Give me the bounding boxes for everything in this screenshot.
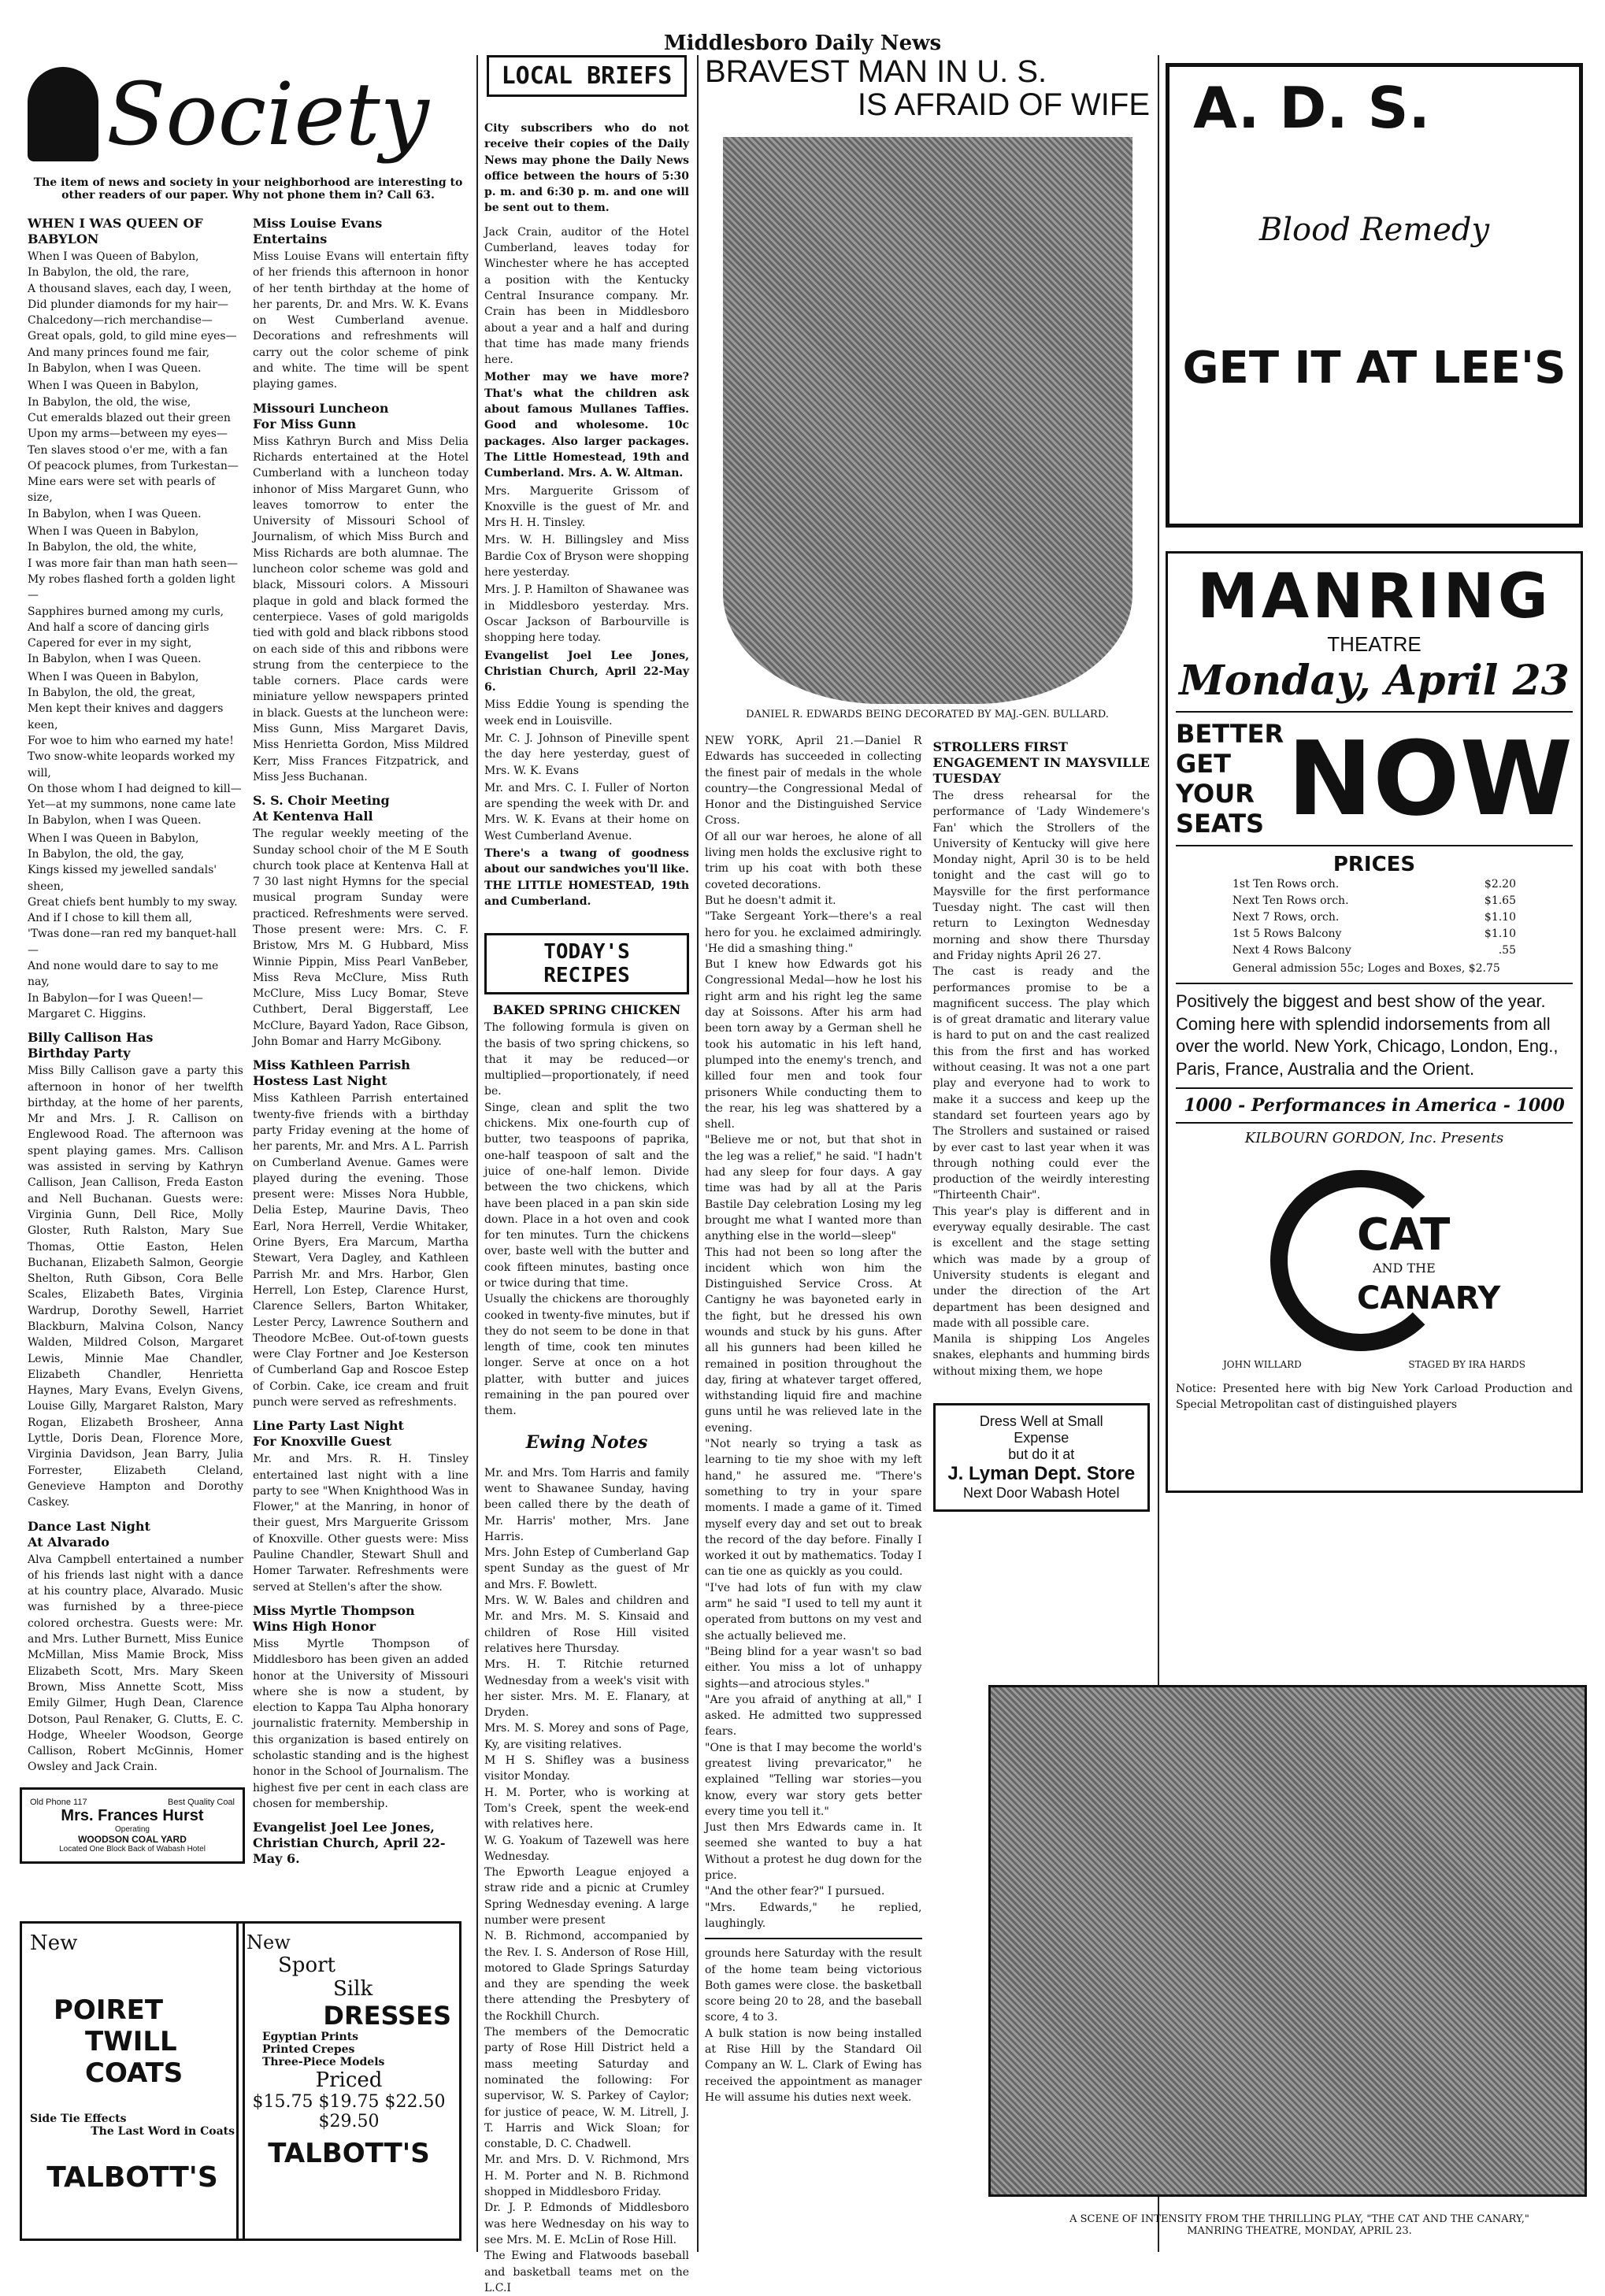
- poem-stanza: When I was Queen of Babylon, In Babylon, the old, the rare, A thousand slaves, each day, I ween, Did plunder diamonds for my hair— Chalcedony—rich merchandise— Great opals, gold, to gild mine eyes— And many princes found me fair, In Babylon, when I was Queen.: [28, 250, 237, 376]
- ads-sub: Blood Remedy: [1258, 212, 1490, 248]
- show-title-1: CAT: [1357, 1209, 1451, 1261]
- dresses-store: TALBOTT'S: [268, 2138, 430, 2169]
- evans-heading: Miss Louise Evans Entertains: [253, 216, 383, 246]
- show-title-2: AND THE: [1373, 1260, 1436, 1276]
- general-admission: General admission 55c; Loges and Boxes, $2.75: [1232, 962, 1500, 975]
- lineparty-heading: Line Party Last Night For Knoxville Guest: [253, 1418, 404, 1450]
- ewing-continued: grounds here Saturday with the result of the home team being victorious Both games were close. the basketball score being 20 to 28, and the baseball score, 4 to 3. A bulk station is now being installed at Rise Hill by the Standard Oil Company an W. L. Clark of Ewing has received the appointment as manager He will assume his duties next week.: [705, 1947, 922, 2104]
- cat-canary-scene-photo: [988, 1685, 1587, 2197]
- lyman-line1: Dress Well at Small: [979, 1413, 1103, 1429]
- choir-text: The regular weekly meeting of the Sunday school choir of the M E South church took place at Kentenva Hall at 7 30 last night Hymns for the special musical program Sunday were practiced. Refreshments were served. Those present were: Mrs. C. F. Bristow, Mrs M. G Hubbard, Miss Winnie Pippin, Miss Pearl VanBeber, Miss Reva McClure, Miss Ruth McClure, Miss Lucy Bomar, Steve Cuthbert, Deral Biggerstaff, Lee McClure, Bayard Yadon, Race Gibson, John Bomar and Harry McGibony.: [253, 828, 469, 1049]
- hurst-phone: Old Phone 117: [30, 1798, 87, 1807]
- society-title: Society: [106, 64, 429, 165]
- cat-canary-logo: [1176, 1154, 1573, 1359]
- society-figure-icon: [28, 67, 98, 161]
- masthead: Middlesboro Daily News: [663, 31, 942, 55]
- column-rule: [476, 55, 478, 2252]
- society-intro: The item of news and society in your neighborhood are interesting to other readers of our paper. Why not phone them in? Call 63.: [33, 176, 463, 202]
- myrtle-heading: Miss Myrtle Thompson Wins High Honor: [253, 1602, 415, 1634]
- coats-last-word: The Last Word in Coats: [91, 2125, 235, 2138]
- price-row: 1st 5 Rows Balcony $1.10: [1232, 928, 1516, 940]
- manring-notice: Notice: Presented here with big New York Carload Production and Special Metropolitan cast of distinguished players: [1176, 1382, 1573, 1411]
- missouri-heading: Missouri Luncheon For Miss Gunn: [253, 400, 389, 431]
- coats-line2: TWILL COATS: [85, 2026, 183, 2089]
- society-right-column: [253, 208, 469, 1867]
- manring-better: BETTER GET YOUR SEATS: [1176, 719, 1284, 839]
- dance-text: Alva Campbell entertained a number of his friends last night with a dance at his country place, Alvarado. Music was furnished by a three-piece colored orchestra. Guests were: Mr. and Mrs. Luther Burnett, Miss Eunice McMillan, Miss Mamie Brock, Miss Elizabeth Scott, Mrs. Mary Skeen Brown, Miss Annette Scott, Miss Emily Gilmer, Hugh Dean, Clarence Dotson, Paul Renaker, G. Clutts, E. C. Hodge, Wheeler Woodson, George Callison, Robert McGinnis, Homer Owsley and Jack Crain.: [28, 1553, 243, 1774]
- ads-cta: GET IT AT LEE'S: [1182, 343, 1566, 394]
- lyman-store: J. Lyman Dept. Store: [947, 1462, 1136, 1484]
- brief-item: Jack Crain, auditor of the Hotel Cumberland, leaves today for Winchester where he has accepted a position with the Kentucky Central Insurance company. Mr. Crain has been in Middlesboro about a year and a half and during that time has made many friends here.: [484, 225, 689, 367]
- callison-text: Miss Billy Callison gave a party this afternoon in honor of her twelfth birthday, at the home of her parents, Mr and Mrs. J. R. Callison on Englewood Road. The afternoon was spent playing games. Mrs. Callison was assisted in serving by Kathryn Callison, Jean Callison, Freda Easton and Nell Buchanan. Guests were: Virginia Gunn, Dell Rice, Molly Gloster, Ruth Ralston, Mary Sue Thomas, Ottie Easton, Helen Buchanan, Elizabeth Salmon, Georgie Shelton, Ruth Gibson, Cora Belle Scales, Elizabeth Bates, Virginia Wardrup, Dorothy Sewell, Harriet Blackburn, Malvina Colson, Nancy Walden, Mildred Colson, Margaret Lewis, Minnie Mae Chandler, Elizabeth Chandler, Henrietta Haynes, Mary Evans, Evelyn Givens, Louise Gilly, Margaret Ralston, Mary Rogan, Elizabeth Brosheer, Anna Lyttle, Doris Dean, Florence More, Virginia Davidson, Jean Barry, Julia Forrester, Elizabeth Cleland, Genevieve Hampton and Dorothy Caskey.: [28, 1065, 243, 1509]
- ewing-title: Ewing Notes: [525, 1431, 648, 1453]
- price-row: Next 4 Rows Balcony .55: [1232, 944, 1516, 957]
- price-row: Next Ten Rows orch. $1.65: [1232, 894, 1516, 907]
- column-rule: [697, 55, 699, 2252]
- talbott-dresses-ad: [236, 1921, 461, 2241]
- price-row: Next 7 Rows, orch. $1.10: [1232, 911, 1516, 924]
- bravest-text: NEW YORK, April 21.—Daniel R Edwards has succeeded in collecting the finest pair of medals in the whole country—the Congressional Medal of Honor and the Distinguished Service Cross. Of all our war heroes, he alone of all living men holds the exclusive right to trim up his coat with both these coveted decorations. But he doesn't admit it. "Take Sergeant York—there's a real hero for you. he exclaimed admiringly. 'He did a smashing thing." But I knew how Edwards got his Congressional Medal—how he lost his right arm and his right leg the same day at Soissons. After his arm had been torn away by a German shell he took his automatic in his left hand, plumped into the enemy's trench, and killed four men and took four prisoners While conducting them to the rear, his leg was shattered by a shell. "Believe me or not, but that shot in the leg was a relief," he said. "I hadn't had any sleep for four days. A gay time was had by all at the Paris Bastile Day celebration Losing my leg brought me what I wanted more than anything else in the world—sleep" This had not been so long after the incident which won him the Distinguished Service Cross. At Cantigny he was bayoneted early in the fight, but he dressed his own wounds and stuck by his guns. After all his gunners had been killed he remained in position throughout the day, firing at whatever target offered, withstanding liquid fire and machine guns until he was relieved late in the evening. "Not nearly so trying a task as learning to tie my shoe with my left hand," he assured me. "There's something to try in your spare moments. I made a game of it. Timed myself every day and set out to break the record of the day before. Finally I worked it out by mathematics. Today I can tie one as quickly as you could. "I've had lots of fun with my claw arm" he said "I used to tell my aunt it operated from buttons on my vest and she actually believed me. "Being blind for a year wasn't so bad either. You miss a lot of unhappy sights—and atrocious styles." "Are you afraid of anything at all," I asked. He admitted two suppressed fears. "One is that I may become the world's greatest living prevaricator," he explained "Telling war stories—you know, every war story gets better every time you tell it." Just then Mrs Edwards came in. It seemed she wanted to buy a hat Without a protest he dug down for the price. "And the other fear?" I pursued. "Mrs. Edwards," he replied, laughingly.: [705, 735, 922, 1930]
- edwards-photo: [723, 137, 1132, 704]
- dresses-price2: $29.50: [318, 2112, 380, 2131]
- subscriber-notice: City subscribers who do not receive their copies of the Daily News may phone the Daily News office between the hours of 5:30 p. m. and 6:30 p. m. and one will be sent out to them.: [484, 122, 689, 215]
- lyman-line3: but do it at: [1008, 1446, 1075, 1462]
- parrish-text: Miss Kathleen Parrish entertained twenty-five friends with a birthday party Friday evening at the home of her parents, Mr. and Mrs. A L. Parrish on Cumberland Avenue. Games were played during the evening. Those present were: Misses Nora Hubble, Delia Estep, Maurine Davis, Theo Earl, Nora Herrell, Verdie Whitaker, Orine Byers, Era Marcum, Martha Stewart, Vera Dagley, and Kathleen Parrish Mr. and Mrs. Harbor, Glen Herrell, Lon Estep, Clarence Hurst, Clarence Sellers, Barton Whitaker, Lester Percy, Lawrence Southern and Theodore McBee. Out-of-town guests were Clay Fortner and Joe Kesterson of Cumberland Gap and Roscoe Estep of Corbin. Cake, ice cream and fruit punch were served as refreshments.: [253, 1092, 469, 1409]
- coats-effects: Side Tie Effects: [30, 2113, 127, 2125]
- dresses-silk: Silk: [333, 1977, 373, 2001]
- local-briefs-title: LOCAL BRIEFS: [487, 55, 688, 97]
- ewing-text: Mr. and Mrs. Tom Harris and family went to Shawanee Sunday, having been called there by the death of Mr. Harris' mother, Mrs. Jane Harris. Mrs. John Estep of Cumberland Gap spent Sunday as the guest of Mr and Mrs. F. Bowlett. Mrs. W. W. Bales and children and Mr. and Mrs. M. S. Kinsaid and children of Rose Hill visited relatives here Thursday. Mrs. H. T. Ritchie returned Wednesday from a week's visit with her sister. Mrs. M. E. Flanary, at Dryden. Mrs. M. S. Morey and sons of Page, Ky, are visiting relatives. M H S. Shifley was a business visitor Monday. H. M. Porter, who is working at Tom's Creek, spent the week-end with relatives here. W. G. Yoakum of Tazewell was here Wednesday. The Epworth League enjoyed a straw ride and a picnic at Crumley Spring Wednesday evening. A large number were present N. B. Richmond, accompanied by the Rev. I. S. Anderson of Rose Hill, motored to Glade Springs Saturday and they are spending the week there attending the Presbytery of the Rockhill Church. The members of the Democratic party of Rose Hill District held a mass meeting Saturday and nominated the following: For supervisor, W. S. Parkey of Caylor; for justice of peace, W. M. Litrell, J. T. Harris and Wick Sloan; for constable, D. C. Chadwell. Mr. and Mrs. D. V. Richmond, Mrs H. M. Porter and N. B. Richmond shopped in Middlesboro Friday. Dr. J. P. Edmonds of Middlesboro was here Wednesday on his way to see Mrs. M. E. McLin of Rose Hill. The Ewing and Flatwoods baseball and basketball teams met on the L.C.I: [484, 1466, 689, 2294]
- brief-item: Mr. and Mrs. C. I. Fuller of Norton are spending the week with Dr. and Mrs. W. K. Evans at their home on West Cumberland Avenue.: [484, 781, 689, 842]
- hurst-tag: Best Quality Coal: [168, 1798, 235, 1807]
- bravest-headline-1: BRAVEST MAN IN U. S.: [705, 54, 1047, 89]
- price-row: 1st Ten Rows orch. $2.20: [1232, 878, 1516, 891]
- coats-line1: POIRET: [54, 1994, 164, 2026]
- coats-store: TALBOTT'S: [46, 2161, 218, 2194]
- brief-item: Mother may we have more? That's what the children ask about famous Mullanes Taffies. Good and wholesome. 10c packages. Also larger packages. The Little Homestead, 19th and Cumberland. Mrs. A. W. Altman.: [484, 371, 689, 480]
- ads-blood-remedy-ad: [1166, 63, 1583, 528]
- evans-text: Miss Louise Evans will entertain fifty of her friends this afternoon in honor of her tenth birthday at the home of her parents, Dr. and Mrs. W. K. Evans on West Cumberland avenue. Decorations and refreshments will carry out the color scheme of pink and white. The time will be spent playing games.: [253, 250, 469, 391]
- lyman-line2: Expense: [1014, 1429, 1069, 1446]
- scene-caption: A SCENE OF INTENSITY FROM THE THRILLING PLAY, "THE CAT AND THE CANARY," MANRING THEATRE, MONDAY, APRIL 23.: [1069, 2213, 1529, 2237]
- strollers-heading: STROLLERS FIRST ENGAGEMENT IN MAYSVILLE TUESDAY: [932, 739, 1150, 786]
- brief-item: Mrs. W. H. Billingsley and Miss Bardie Cox of Bryson were shopping here yesterday.: [484, 534, 689, 580]
- recipe-text: The following formula is given on the basis of two spring chickens, so that it may be reduced—or multiplied—proportionately, if need be. Singe, clean and split the two chickens. Mix one-fourth cup of butter, two teaspoons of paprika, one-half teaspoon of salt and the juice of one-half lemon. Divide between the two chickens, which have been placed in a pan skin side down. Place in a hot oven and cook for ten minutes. Turn the chickens over, baste well with the butter and cook fifteen minutes, basting once or twice during that time. Usually the chickens are thoroughly cooked in twenty-five minutes, but if they do not seem to be done in that length of time, cook ten minutes longer. Serve at once on a hot platter, with butter and juices remaining in the pan poured over them.: [484, 1021, 689, 1418]
- evangelist-notice: Evangelist Joel Lee Jones, Christian Church, April 22-May 6.: [253, 1820, 446, 1867]
- show-staged: STAGED BY IRA HARDS: [1408, 1358, 1525, 1370]
- dresses-prices: $15.75 $19.75 $22.50: [252, 2092, 446, 2112]
- brief-item: There's a twang of goodness about our sandwiches you'll like. THE LITTLE HOMESTEAD, 19th and Cumberland.: [484, 847, 689, 908]
- lineparty-text: Mr. and Mrs. R. H. Tinsley entertained last night with a line party to see "When Knighthood Was in Flower," at the Manring, in honor of their guest, Mrs Marguerite Grissom of Knoxville. Other guests were: Miss Pauline Chandler, Stewart Shull and Homer Tarwater. Refreshments were served at Stellen's after the show.: [253, 1453, 469, 1594]
- poem-stanza: When I was Queen in Babylon, In Babylon, the old, the white, I was more fair than man hath seen— My robes flashed forth a golden light— Sapphires burned among my curls, And half a score of dancing girls Capered for ever in my sight, In Babylon, when I was Queen.: [28, 525, 238, 666]
- edwards-caption: DANIEL R. EDWARDS BEING DECORATED BY MAJ.-GEN. BULLARD.: [746, 709, 1109, 720]
- brief-item: Mrs. J. P. Hamilton of Shawanee was in Middlesboro yesterday. Mrs. Oscar Jackson of Barbourville is shopping here today.: [484, 583, 689, 645]
- poem-title: WHEN I WAS QUEEN OF BABYLON: [28, 216, 203, 246]
- brief-item: Mr. C. J. Johnson of Pineville spent the day here yesterday, guest of Mrs. W. K. Evans: [484, 731, 689, 777]
- talbott-coats-ad: [20, 1921, 245, 2241]
- hurst-yard: WOODSON COAL YARD: [78, 1834, 187, 1845]
- myrtle-text: Miss Myrtle Thompson of Middlesboro has been given an added honor at the University of Missouri where she is now a student, by election to Kappa Tau Alpha honorary journalistic fraternity. Membership in this organization is based entirely on scholastic standing and is the highest honor in the School of Journalism. The highest five per cent in each class are chosen for membership.: [253, 1637, 469, 1810]
- poem-stanza: When I was Queen in Babylon, In Babylon, the old, the gay, Kings kissed my jewelled sandals' sheen, Great chiefs bent humbly to my sway. And if I chose to kill them all, 'Twas done—ran red my banquet-hall— And none would dare to say to me nay, In Babylon—for I was Queen!—Margaret C. Higgins.: [28, 831, 238, 1020]
- manring-performances: 1000 - Performances in America - 1000: [1184, 1094, 1565, 1116]
- missouri-text: Miss Kathryn Burch and Miss Delia Richards entertained at the Hotel Cumberland with a luncheon today inhonor of Miss Margaret Gunn, who leaves tomorrow to enter the University of Missouri School of Journalism, of which Miss Burch and Miss Richards are both alumnae. The luncheon color scheme was gold and black, Missouri colors. A Missouri plaque in gold and black formed the centerpiece. Vases of gold marigolds tied with gold and black ribbons stood on each side of this and ribbons were strung from the centerpiece to the table corners. Place cards were miniature yellow newspapers printed in black. Guests at the luncheon were: Miss Gunn, Miss Margaret Davis, Miss Henrietta Gordon, Miss Mildred Kerr, Miss Frances Fitzpatrick, and Miss Jess Buchanan.: [253, 435, 469, 783]
- dresses-items: Egyptian Prints Printed Crepes Three-Piece Models: [262, 2031, 385, 2068]
- dresses-priced: Priced: [315, 2068, 383, 2092]
- brief-item: Evangelist Joel Lee Jones, Christian Church, April 22-May 6.: [484, 649, 689, 694]
- poem-stanza: When I was Queen in Babylon, In Babylon, the old, the great, Men kept their knives and daggers keen, For woe to him who earned my hate! Two snow-white leopards worked my will, On those whom I had deigned to kill— Yet—at my summons, none came late In Babylon, when I was Queen.: [28, 670, 242, 828]
- hurst-name: Mrs. Frances Hurst: [61, 1807, 204, 1824]
- prices-title: PRICES: [1333, 853, 1416, 876]
- recipes-title: TODAY'S RECIPES: [484, 933, 689, 994]
- manring-now: NOW: [1287, 719, 1573, 839]
- manring-ad: [1166, 551, 1583, 1493]
- dresses-title: DRESSES: [323, 2001, 451, 2031]
- manring-presents: KILBOURN GORDON, Inc. Presents: [1244, 1129, 1504, 1146]
- parrish-heading: Miss Kathleen Parrish Hostess Last Night: [253, 1057, 410, 1089]
- society-header: [28, 55, 469, 173]
- local-briefs-section: [484, 55, 689, 2294]
- dance-heading: Dance Last Night At Alvarado: [28, 1518, 150, 1550]
- strollers-text: The dress rehearsal for the performance of 'Lady Windemere's Fan' which the Strollers of the University of Kentucky will give here Monday night, April 30 is to be held tonight and the cast will go to Maysville for the first performance Tuesday night. The cast will then return to Lexington Wednesday morning and show there Thursday and Friday nights April 26 27. The cast is ready and the performances promise to be a magnificent success. The play which is of great dramatic and literary value is hard to put on and the cast realized this from the first and has worked without ceasing. It was not a one part play and everyone had to work to make it a success and keep up the standard set fourteen years ago by The Strollers and sustained or raised by ever cast to last year when it was through nothing could ever the production of the weirdly interesting "Thirteenth Chair". This year's play is different and in everyway equally desirable. The cast is excellent and the stage setting which was made by a group of University students is elegant and under the direction of the Art department has been designed and made with all possible care. Manila is shipping Los Angeles snakes, elephants and humming birds without mixing them, we hope: [932, 790, 1150, 1378]
- choir-heading: S. S. Choir Meeting At Kentenva Hall: [253, 793, 390, 824]
- callison-heading: Billy Callison Has Birthday Party: [28, 1030, 154, 1061]
- lyman-location: Next Door Wabash Hotel: [963, 1484, 1120, 1501]
- recipe-name: BAKED SPRING CHICKEN: [492, 1002, 681, 1018]
- manring-date: Monday, April 23: [1179, 657, 1570, 705]
- manring-theatre: THEATRE: [1327, 632, 1422, 656]
- bravest-headline-2: IS AFRAID OF WIFE: [857, 87, 1150, 122]
- hurst-operating: Operating: [115, 1825, 150, 1834]
- coats-new: New: [30, 1931, 78, 1955]
- poem-stanza: When I was Queen in Babylon, In Babylon, the old, the wise, Cut emeralds blazed out their green Upon my arms—between my eyes— Ten slaves stood o'er me, with a fan Of peacock plumes, from Turkestan— Mine ears were set with pearls of size, In Babylon, when I was Queen.: [28, 380, 239, 520]
- hurst-coal-ad: [20, 1787, 245, 1864]
- ads-title: A. D. S.: [1193, 75, 1430, 141]
- dresses-new: New: [246, 1931, 291, 1953]
- hurst-location: Located One Block Back of Wabash Hotel: [59, 1845, 206, 1853]
- manring-name: MANRING: [1197, 561, 1551, 632]
- manring-promo: Positively the biggest and best show of the year. Coming here with splendid indorsements from all over the world. New York, Chicago, London, Eng., Paris, France, Australia and the Orient.: [1176, 991, 1559, 1079]
- lyman-store-ad: [933, 1403, 1151, 1512]
- society-left-column: [28, 208, 243, 1867]
- brief-item: Mrs. Marguerite Grissom of Knoxville is the guest of Mr. and Mrs H. H. Tinsley.: [484, 484, 689, 530]
- brief-item: Miss Eddie Young is spending the week end in Louisville.: [484, 698, 689, 728]
- show-author: JOHN WILLARD: [1223, 1358, 1302, 1370]
- dresses-sport: Sport: [278, 1953, 335, 1977]
- show-title-3: CANARY: [1357, 1279, 1501, 1316]
